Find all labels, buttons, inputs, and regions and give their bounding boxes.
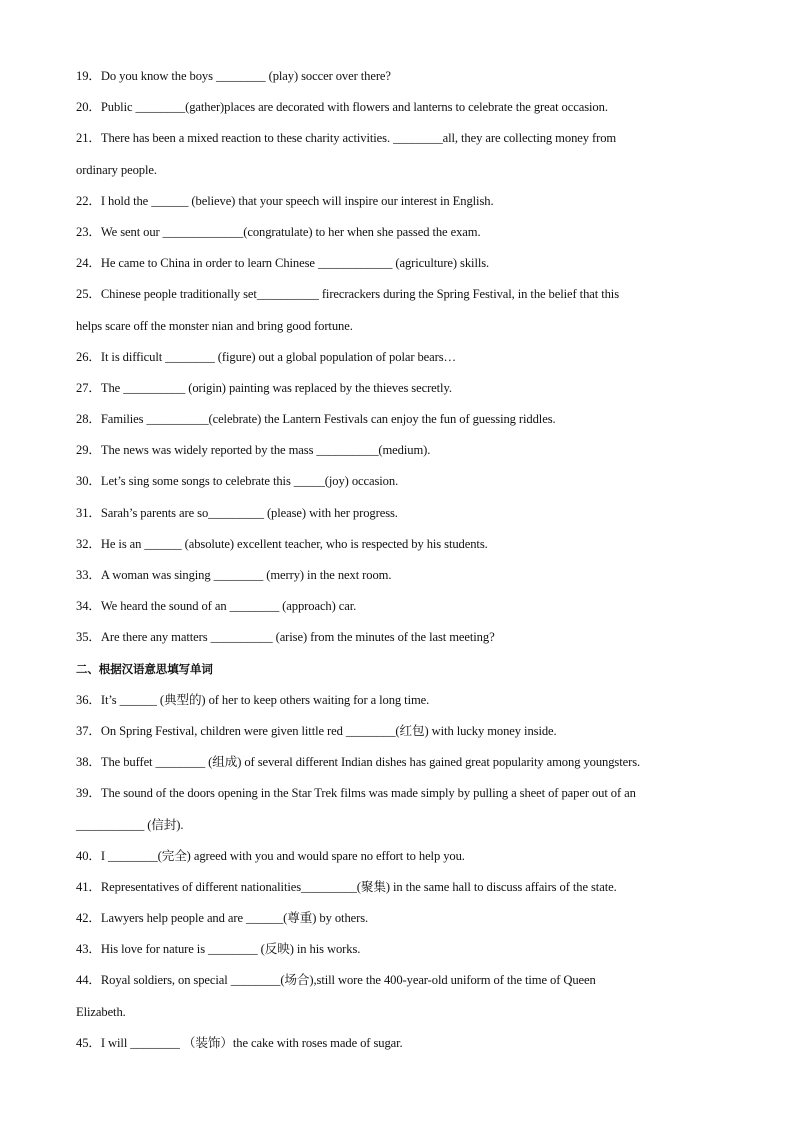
question-29: 29．The news was widely reported by the mass __________(medium).: [76, 443, 431, 458]
question-27: 27．The __________ (origin) painting was replaced by the thieves secretly.: [76, 380, 452, 395]
question-37: 37．On Spring Festival, children were given little red ________(红包) with lucky money inside.: [76, 723, 557, 738]
question-20: 20．Public ________(gather)places are decorated with flowers and lanterns to celebrate the great occasion.: [76, 100, 608, 115]
question-32: 32．He is an ______ (absolute) excellent teacher, who is respected by his students.: [76, 536, 488, 551]
question-34: 34．We heard the sound of an ________ (approach) car.: [76, 599, 357, 614]
question-39: 39．The sound of the doors opening in the Star Trek films was made simply by pulling a sheet of paper out of an: [76, 786, 636, 801]
question-38: 38．The buffet ________ (组成) of several different Indian dishes has gained great popularity among youngsters.: [76, 755, 641, 770]
question-25: 25．Chinese people traditionally set__________ firecrackers during the Spring Festival, in the belief that this: [76, 287, 620, 302]
question-26: 26．It is difficult ________ (figure) out a global population of polar bears…: [76, 349, 457, 364]
question-21: 21．There has been a mixed reaction to these charity activities. ________all, they are collecting money from: [76, 131, 617, 146]
question-39-continued: ___________ (信封).: [76, 817, 184, 832]
exercise-list: [76, 66, 736, 1064]
question-31: 31．Sarah’s parents are so_________ (please) with her progress.: [76, 505, 398, 520]
section-heading: 二、根据汉语意思填写单词: [76, 661, 213, 676]
question-43: 43．His love for nature is ________ (反映) in his works.: [76, 942, 361, 957]
question-33: 33．A woman was singing ________ (merry) in the next room.: [76, 568, 392, 582]
question-36: 36．It’s ______ (典型的) of her to keep others waiting for a long time.: [76, 692, 430, 707]
question-28: 28．Families __________(celebrate) the Lantern Festivals can enjoy the fun of guessing riddles.: [76, 412, 556, 427]
question-41: 41．Representatives of different nationalities_________(聚集) in the same hall to discuss affairs of the state.: [76, 879, 617, 894]
question-45: 45．I will ________ （装饰）the cake with roses made of sugar.: [76, 1035, 403, 1050]
question-35: 35．Are there any matters __________ (arise) from the minutes of the last meeting?: [76, 630, 495, 645]
question-30: 30．Let’s sing some songs to celebrate this _____(joy) occasion.: [76, 474, 399, 489]
question-22: 22．I hold the ______ (believe) that your speech will inspire our interest in English.: [76, 193, 494, 208]
question-19: 19．Do you know the boys ________ (play) soccer over there?: [76, 69, 391, 83]
question-23: 23．We sent our _____________(congratulate) to her when she passed the exam.: [76, 224, 481, 239]
question-44-continued: Elizabeth.: [76, 1004, 126, 1019]
question-44: 44．Royal soldiers, on special ________(场合),still wore the 400-year-old uniform of the time of Queen: [76, 973, 596, 988]
question-42: 42．Lawyers help people and are ______(尊重) by others.: [76, 911, 369, 926]
question-24: 24．He came to China in order to learn Chinese ____________ (agriculture) skills.: [76, 256, 490, 271]
question-25-continued: helps scare off the monster nian and bring good fortune.: [76, 318, 353, 333]
question-40: 40．I ________(完全) agreed with you and would spare no effort to help you.: [76, 848, 465, 863]
question-21-continued: ordinary people.: [76, 162, 157, 177]
